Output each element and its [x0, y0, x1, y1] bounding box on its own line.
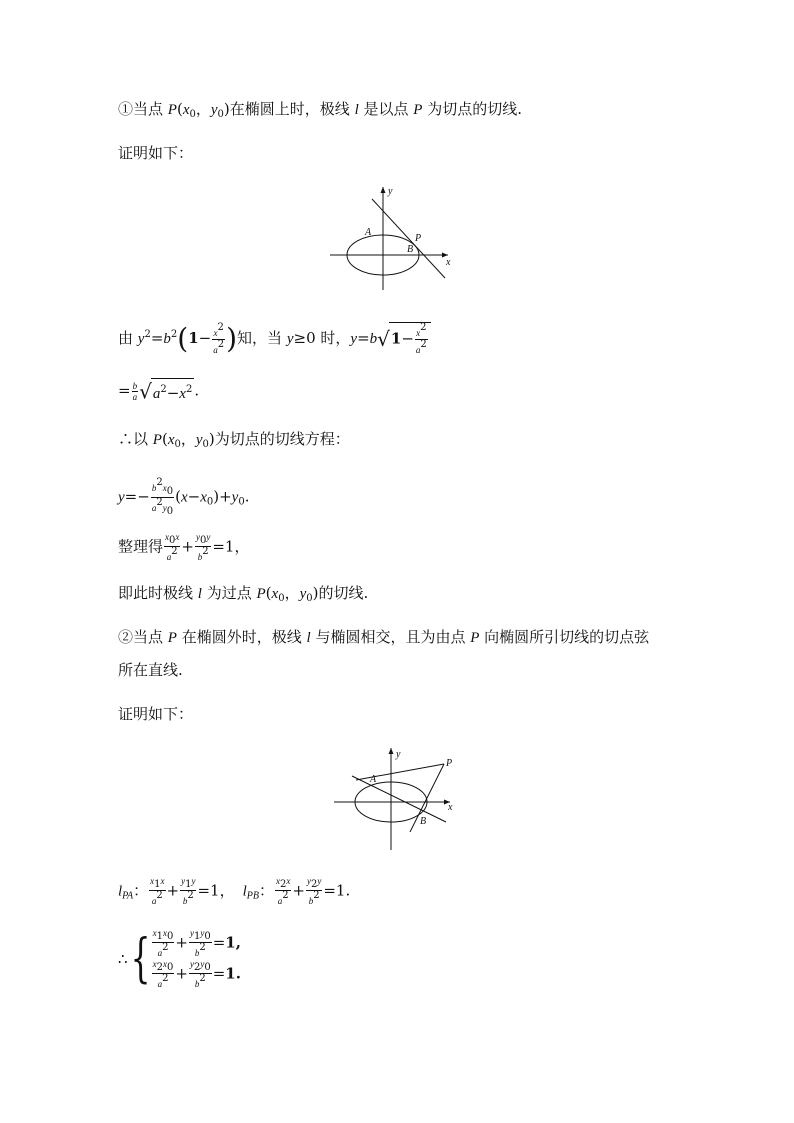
var-P: P: [413, 102, 423, 118]
sup: 2: [162, 942, 169, 953]
sup: 2: [187, 890, 194, 901]
num: y: [200, 959, 205, 969]
number: 1: [224, 537, 235, 556]
text: 是以点: [358, 100, 414, 118]
colon: ：: [258, 881, 274, 900]
left-brace: {: [130, 929, 151, 989]
var-x: x: [180, 489, 188, 506]
num: x: [286, 876, 291, 886]
label-x: x: [446, 257, 451, 268]
minus: −: [401, 329, 414, 348]
den: a: [157, 979, 163, 989]
subscript: PB: [246, 890, 259, 902]
sub: 0: [166, 506, 174, 517]
number: 1: [225, 933, 236, 952]
subscript: 0: [278, 593, 285, 604]
period: .: [244, 487, 250, 506]
num: y: [189, 928, 194, 938]
number: 0: [306, 329, 316, 347]
text: 由: [118, 329, 138, 347]
var-y: y: [286, 331, 294, 347]
y-axis-arrow: [389, 748, 394, 754]
fraction: [275, 876, 291, 907]
equals: =: [124, 487, 138, 506]
equation-system: [151, 928, 241, 990]
sup: 2: [156, 497, 163, 508]
comma: ，: [284, 584, 300, 602]
paragraph-8: [118, 582, 368, 610]
num: y: [306, 876, 311, 886]
number: 1: [210, 881, 220, 900]
period: .: [345, 881, 351, 900]
equals: =: [212, 964, 226, 983]
label-B: B: [420, 816, 427, 827]
var-P: P: [152, 432, 162, 448]
var-l: l: [242, 883, 247, 900]
num: x: [165, 532, 170, 542]
sub: 0: [204, 962, 211, 973]
subscript: 0: [189, 109, 196, 120]
label-A: A: [370, 774, 377, 785]
num: x: [152, 959, 157, 969]
radical-sign: √: [377, 327, 390, 351]
sub: 0: [169, 535, 176, 546]
sup: 2: [156, 890, 163, 901]
den: b: [194, 979, 200, 989]
period: .: [235, 964, 241, 983]
label-y: y: [388, 186, 393, 197]
den: a: [166, 552, 172, 562]
num: x: [175, 532, 180, 542]
num: x: [213, 327, 218, 338]
num: b: [132, 381, 138, 391]
colon: ：: [133, 881, 149, 900]
paragraph-7: [118, 532, 249, 563]
plus: +: [219, 487, 232, 506]
plus: +: [166, 881, 180, 900]
paren: (: [265, 584, 272, 602]
period: .: [194, 381, 200, 400]
var-P: P: [256, 586, 266, 602]
fraction: [306, 876, 322, 907]
var-l: l: [354, 102, 359, 118]
den: a: [151, 503, 157, 513]
paragraph-10: 所在直线.: [118, 661, 183, 679]
var-x: x: [200, 489, 207, 506]
equation-row-1: [151, 928, 241, 959]
num: x: [152, 928, 157, 938]
fraction: [164, 532, 180, 563]
paragraph-3: [118, 322, 431, 356]
paren-close: ): [226, 322, 238, 355]
sup: 2: [217, 321, 224, 333]
fraction: [149, 876, 165, 907]
var-y: y: [231, 489, 239, 506]
paren: ): [223, 100, 230, 118]
sub: 2: [193, 962, 201, 973]
equals: =: [323, 881, 336, 900]
paragraph-9: [118, 626, 649, 649]
comma: ，: [195, 100, 211, 118]
var-x: x: [271, 586, 279, 602]
text: 整理得: [118, 537, 164, 556]
var-l: l: [197, 586, 202, 602]
sub: 1: [185, 879, 192, 890]
fraction: [180, 876, 196, 907]
text: ∴以: [118, 430, 153, 448]
var-b: b: [369, 331, 378, 347]
fraction: [212, 323, 225, 356]
equals: =: [212, 933, 226, 952]
equals: =: [212, 537, 225, 556]
sqrt-body: [151, 378, 195, 405]
sub: 1: [193, 931, 201, 942]
radical-sign: √: [139, 379, 152, 404]
fraction: [151, 478, 174, 517]
minus: −: [137, 487, 150, 506]
sub: 1: [156, 931, 164, 942]
num: y: [189, 959, 194, 969]
text: 知，当: [237, 329, 287, 347]
superscript: 2: [144, 329, 151, 340]
comma: ，: [180, 430, 196, 448]
sub: 1: [154, 879, 161, 890]
var-x: x: [167, 432, 175, 448]
num: x: [163, 928, 168, 938]
den: a: [157, 948, 163, 958]
therefore: ∴: [118, 950, 128, 968]
den: a: [132, 392, 138, 402]
den: a: [415, 345, 421, 355]
sup: 2: [420, 339, 427, 350]
var-y: y: [195, 432, 203, 448]
sub: 2: [280, 879, 287, 890]
equals: =: [197, 881, 211, 900]
fraction: [152, 928, 175, 959]
var-l: l: [118, 883, 123, 900]
num: x: [162, 483, 167, 493]
text: 为过点: [201, 584, 257, 602]
var-P: P: [470, 630, 480, 646]
sub: 0: [199, 535, 207, 546]
sub: 2: [310, 879, 318, 890]
var-P: P: [167, 102, 177, 118]
number: 1: [335, 881, 346, 900]
paragraph-13-system: [118, 928, 241, 990]
num: x: [150, 876, 155, 886]
text: 的切线.: [318, 584, 369, 602]
label-P: P: [446, 758, 453, 769]
plus: +: [292, 881, 305, 900]
sup: 2: [313, 890, 320, 901]
num: x: [276, 876, 280, 886]
sup: 2: [199, 942, 206, 953]
fraction: [415, 323, 428, 356]
paragraph-1: [118, 98, 522, 126]
paragraph-2: 证明如下：: [118, 144, 194, 162]
num: y: [181, 876, 186, 886]
minus: −: [166, 384, 180, 402]
var-x: x: [182, 102, 190, 118]
den: b: [194, 948, 200, 958]
den: y: [162, 503, 167, 513]
equals: =: [118, 381, 131, 400]
var-b: b: [163, 331, 171, 347]
sup: 2: [160, 384, 167, 395]
var-P: P: [167, 630, 177, 646]
sup: 2: [171, 546, 178, 557]
num: y: [206, 532, 211, 542]
subscript: 0: [306, 593, 313, 604]
var-l: l: [306, 630, 311, 646]
subscript: 0: [174, 439, 181, 450]
paragraph-11: 证明如下：: [118, 705, 194, 723]
sup: 2: [202, 546, 209, 557]
paren: (: [175, 487, 181, 506]
label-P: P: [415, 233, 422, 244]
sub: 2: [156, 962, 164, 973]
var-y: y: [210, 102, 218, 118]
fraction: [189, 959, 212, 990]
sub: 0: [167, 931, 174, 942]
paren: ): [213, 487, 220, 506]
fraction: [132, 381, 139, 402]
paragraph-12: [118, 876, 350, 908]
num: x: [160, 876, 165, 886]
paragraph-4: [118, 378, 199, 405]
text: 时，: [315, 329, 351, 347]
subscript: 0: [206, 496, 214, 508]
equals: =: [150, 329, 164, 347]
text: 与椭圆相交，且为由点: [310, 628, 471, 646]
var-a: a: [152, 386, 161, 402]
text: 为切点的切线.: [422, 100, 522, 118]
num: x: [163, 959, 168, 969]
number: 1: [188, 329, 199, 347]
minus: −: [187, 487, 201, 506]
text: 向椭圆所引切线的切点弦: [479, 628, 650, 646]
fraction: [152, 959, 175, 990]
num: x: [416, 328, 421, 338]
subscript: PA: [122, 890, 134, 902]
den: a: [151, 896, 157, 906]
var-y: y: [350, 331, 358, 347]
figure-ellipse-chord: [334, 746, 464, 854]
den: b: [182, 896, 188, 906]
superscript: 2: [170, 329, 178, 340]
y-axis-arrow: [381, 187, 386, 193]
geq: ≥: [293, 329, 307, 347]
sub: 0: [166, 486, 174, 497]
var-y: y: [118, 489, 125, 506]
tangent-PB: [410, 764, 444, 832]
text: 即此时极线: [118, 584, 198, 602]
den: a: [277, 896, 283, 906]
equals: =: [357, 329, 370, 347]
paragraph-5: [118, 428, 350, 456]
subscript: 0: [217, 109, 224, 120]
sup: 2: [420, 322, 427, 333]
paren: ): [312, 584, 319, 602]
comma: ，: [234, 537, 250, 556]
sup: 2: [156, 477, 163, 488]
sup: 2: [199, 973, 206, 984]
num: y: [317, 876, 322, 886]
label-A: A: [365, 227, 372, 238]
comma: ，: [219, 881, 235, 900]
den: b: [308, 896, 314, 906]
number: 1: [225, 964, 236, 983]
text: ②当点: [118, 628, 168, 646]
equation-row-2: [151, 959, 241, 990]
sup: 2: [185, 384, 193, 395]
text: 在椭圆外时，极线: [176, 628, 307, 646]
label-B: B: [407, 244, 414, 255]
figure-ellipse-tangent: [330, 185, 460, 295]
paren-open: (: [177, 322, 189, 355]
num: y: [195, 532, 200, 542]
plus: +: [175, 933, 188, 952]
sqrt-body: [389, 322, 431, 356]
paren: (: [176, 100, 183, 118]
num: y: [191, 876, 196, 886]
num: b: [151, 483, 157, 493]
label-y: y: [396, 749, 401, 760]
minus: −: [198, 329, 212, 347]
sup: 2: [282, 890, 289, 901]
subscript: 0: [202, 439, 209, 450]
num: y: [200, 928, 205, 938]
paren: ): [208, 430, 215, 448]
label-x: x: [448, 802, 453, 813]
var-y: y: [137, 331, 145, 347]
fraction: [195, 532, 211, 563]
text: 为切点的切线方程：: [214, 430, 350, 448]
var-y: y: [299, 586, 307, 602]
sup: 2: [162, 973, 169, 984]
fraction: [189, 928, 212, 959]
comma: ,: [235, 933, 241, 952]
subscript: 0: [238, 496, 245, 508]
number: 1: [390, 329, 402, 348]
paragraph-6: [118, 478, 250, 517]
plus: +: [175, 964, 188, 983]
paren: (: [161, 430, 168, 448]
sub: 0: [167, 962, 174, 973]
plus: +: [181, 537, 194, 556]
text: 在椭圆上时，极线: [229, 100, 355, 118]
den: a: [213, 344, 218, 355]
sup: 2: [217, 338, 225, 350]
text: ①当点: [118, 100, 168, 118]
sub: 0: [204, 931, 211, 942]
den: b: [197, 552, 203, 562]
var-x: x: [179, 386, 186, 402]
